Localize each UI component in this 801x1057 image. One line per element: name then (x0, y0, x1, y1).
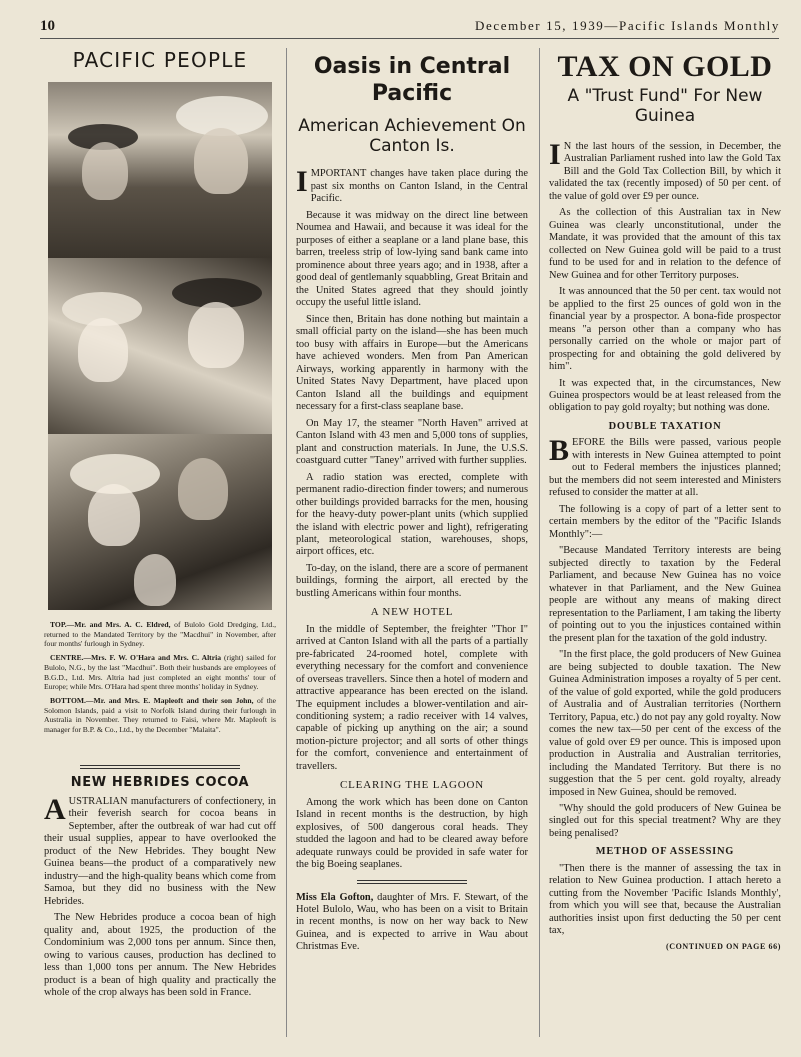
paragraph: It was expected that, in the circumstances, New Guinea prospectors would be at least released from the obligation to pay gold royalty; but nothing was done. (549, 377, 781, 414)
paragraph: "In the first place, the gold producers of New Guinea are being subjected to double taxation. The New Guinea Administration imposes a royalty of 5 per cent. of the value of gold exported, while the gold producers of Australia and of Australian territories (Northern Territory, Papua, etc.) do not pay any gold royalty. Now comes the new tax—50 per cent of the excess of the value of gold over £9 per ounce. This is imposed upon production in Australia and Australian territories, including the Mandated Territory. But there is no suggestion that the 5 per cent. gold royalty, already imposed in New Guinea, should be removed. (549, 649, 781, 798)
paragraph: BEFORE the Bills were passed, various people with interests in New Guinea attempted to point out to Federal members the injustices planned; but the members did not seem interested and Ministers refused to consider the matter at all. (549, 434, 781, 499)
subheading-double-taxation: DOUBLE TAXATION (608, 420, 722, 432)
paragraph: Because it was midway on the direct line between Noumea and Hawaii, and because it was ideal for the purposes of either a seaplane or a land plane base, this barren, treeless strip of low-lying sand bank came into prominence about three years ago; and in 1938, after a good deal of gentlemanly squabbling, Great Britain and the United States agreed that they should jointly occupy the useful little island. (296, 209, 528, 309)
caption-centre: CENTRE.—Mrs. F. W. O'Hara and Mrs. C. Altria (right) sailed for Bulolo, N.G., by the last "Macdhui". Both their husbands are employees of B.G.D., Ltd. Mrs. Altria had just completed an eight months' tour of Europe; while Mrs. O'Hara had spent three months' holiday in Sydney. (44, 653, 276, 692)
drop-cap: B (549, 434, 570, 468)
caption-top: TOP.—Mr. and Mrs. A. C. Eldred, of Bulolo Gold Dredging, Ltd., returned to the Mandated Territory by the "Macdhui" in November, after four months' furlough in Sydney. (44, 620, 276, 649)
canton-article (296, 165, 528, 871)
paragraph: Since then, Britain has done nothing but maintain a small official party on the island—she has been much too busy with affairs in Europe—but the Americans have achieved wonders. Men from Pan American Airways, working apparently in harmony with the United States Navy Department, have placed upon Canton Island all the buildings and equipment necessary for a first-class seaplane base. (296, 313, 528, 413)
drop-cap: I (549, 137, 561, 171)
article-title: TAX ON GOLD (557, 50, 773, 83)
cocoa-article (44, 792, 276, 1000)
gold-tax-article (549, 137, 781, 938)
article-subtitle: American Achievement On Canton Is. (298, 115, 526, 157)
page-number: 10 (40, 18, 55, 34)
column-tax-on-gold (549, 50, 781, 951)
column-divider (286, 48, 287, 1037)
gofton-notice: Miss Ela Gofton, daughter of Mrs. F. Stewart, of the Hotel Bulolo, Wau, who has been on a visit to Britain in recent months, is now on her way back to New Guinea, and is expected to arrive in Wau about Christmas Eve. (296, 891, 528, 953)
paragraph: To-day, on the island, there are a score of permanent buildings, forming the airport, all erected by the bustling Americans within four months. (296, 562, 528, 599)
paragraph: The New Hebrides produce a cocoa bean of high quality and, about 1925, the production of the Condominium was 2,000 tons per annum. Since then, owing to various causes, production has declined to less than 1,000 tons per annum. The New Hebrides product is a bean of high quality and practically the whole of the crop always has been sold in France. (44, 912, 276, 999)
subheading-lagoon: CLEARING THE LAGOON (340, 779, 484, 792)
column-canton-island (296, 50, 528, 954)
paragraph: Among the work which has been done on Canton Island in recent months is the destruction, by high explosives, of 500 dangerous coral heads. They studded the lagoon and had to be cleared away before adequate runways could be provided in safe water for the big Boeing seaplanes. (296, 796, 528, 871)
paragraph: On May 17, the steamer "North Haven" arrived at Canton Island with 43 men and 5,000 tons of supplies, plant and construction materials. In June, the U.S.S. coastguard cutter "Taney" arrived with further supplies. (296, 417, 528, 467)
paragraph: "Then there is the manner of assessing the tax in relation to New Guinea production. I attach hereto a cutting from the November 'Pacific Islands Monthly', from which you will see that, because the Australian authorities insist upon first deducting the 50 per cent tax, (549, 862, 781, 937)
article-title: Oasis in Central Pacific (313, 54, 511, 106)
paragraph: "Why should the gold producers of New Guinea be singled out for this special treatment? Why are they being penalised? (549, 803, 781, 839)
paragraph: It was announced that the 50 per cent. tax would not be applied to the first 25 ounces of gold won in the financial year by a prospector. A bona-fide prospector means "a person other than a company who has personally carried on the whole or major part of prospecting for and obtaining the gold delivered by him". (549, 286, 781, 373)
paragraph: IMPORTANT changes have taken place during the past six months on Canton Island, in the Central Pacific. (296, 165, 528, 205)
paragraph: As the collection of this Australian tax in New Guinea was clearly unconstitutional, under the Mandate, it was provided that the amount of this tax collected on New Guinea gold will be paid to a trust fund to be used for and in relation to the defence of New Guinea and for other Territory purposes. (549, 207, 781, 281)
caption-bottom: BOTTOM.—Mr. and Mrs. E. Mapleoft and their son John, of the Solomon Islands, paid a visit to Norfolk Island during their furlough in Australia in November. They returned to Faisi, where Mr. Mapleoft is manager for B.P. & Co., Ltd., by the December "Malaita". (44, 696, 276, 735)
photo-captions (44, 620, 276, 735)
subheading-method: METHOD OF ASSESSING (595, 846, 735, 858)
paragraph: "Because Mandated Territory interests are being subjected directly to taxation by the Federal Parliament, and because New Guinea has no voice whatever in that Parliament, and the New Guinea people are without any means of making direct representation to the Parliament, I am taking the liberty of pointing out to you the injustices contained within the present plan for the taxation of the gold industry. (549, 545, 781, 644)
header-rule (40, 38, 779, 39)
photo-eldred (48, 82, 272, 258)
cocoa-heading: NEW HEBRIDES COCOA (70, 774, 250, 790)
photo-ohara-altria (48, 258, 272, 434)
paragraph: I N the last hours of the session, in December, the Australian Parliament rushed into law the Gold Tax Bill and the Gold Tax Collection Bill, by which it validated the tax (recently imposed) of 50 per cent. of the value of gold over £9 per ounce. (549, 137, 781, 202)
photo-mapleoft (48, 434, 272, 610)
article-subtitle: A "Trust Fund" For New Guinea (567, 86, 763, 127)
paragraph: A radio station was erected, complete with permanent radio-direction finder towers; and numerous other buildings provided barracks for the men, housing for the heavy-duty power-plant units (which supplied the island with electric power and light), refrigerating plant, meteorological station, warehouses, shops, airport offices, etc. (296, 471, 528, 558)
paragraph: AUSTRALIAN manufacturers of confectionery, in their feverish search for cocoa beans in September, after the outbreak of war had cut off their usual supplies, appear to have overlooked the product of the New Hebrides. They bought New Guinea beans—the product of a comparatively new industry—and the high-quality beans which come from Samoa, but they did no business with the New Hebrides. (44, 792, 276, 907)
column-pacific-people (44, 48, 276, 1004)
column-divider (539, 48, 540, 1037)
drop-cap: A (44, 792, 66, 826)
drop-cap: I (296, 165, 308, 199)
paragraph: In the middle of September, the freighter "Thor I" arrived at Canton Island with all the parts of a partially pre-fabricated 24-roomed hotel, complete with everything necessary for the comfort and convenience of overseas travellers. Since then a hotel of modern and attractive appearance has been erected on the island. The equipment includes a blower-ventilation and air-conditioning system; a radio receiver with 14 valves, capable of picking up anything on the air; a sound motion-picture projector; and all sorts of other things for the comfort, convenience and entertainment of travellers. (296, 623, 528, 772)
running-title: December 15, 1939—Pacific Islands Monthly (475, 18, 780, 33)
photo-group (48, 82, 272, 610)
section-divider (80, 765, 240, 769)
section-divider (357, 880, 467, 884)
subheading-hotel: A NEW HOTEL (370, 606, 454, 619)
continued-link[interactable]: (CONTINUED ON PAGE 66) (665, 941, 781, 951)
paragraph: The following is a copy of part of a letter sent to certain members by the editor of the "Pacific Islands Monthly":— (549, 503, 781, 540)
section-title: PACIFIC PEOPLE (72, 48, 248, 72)
